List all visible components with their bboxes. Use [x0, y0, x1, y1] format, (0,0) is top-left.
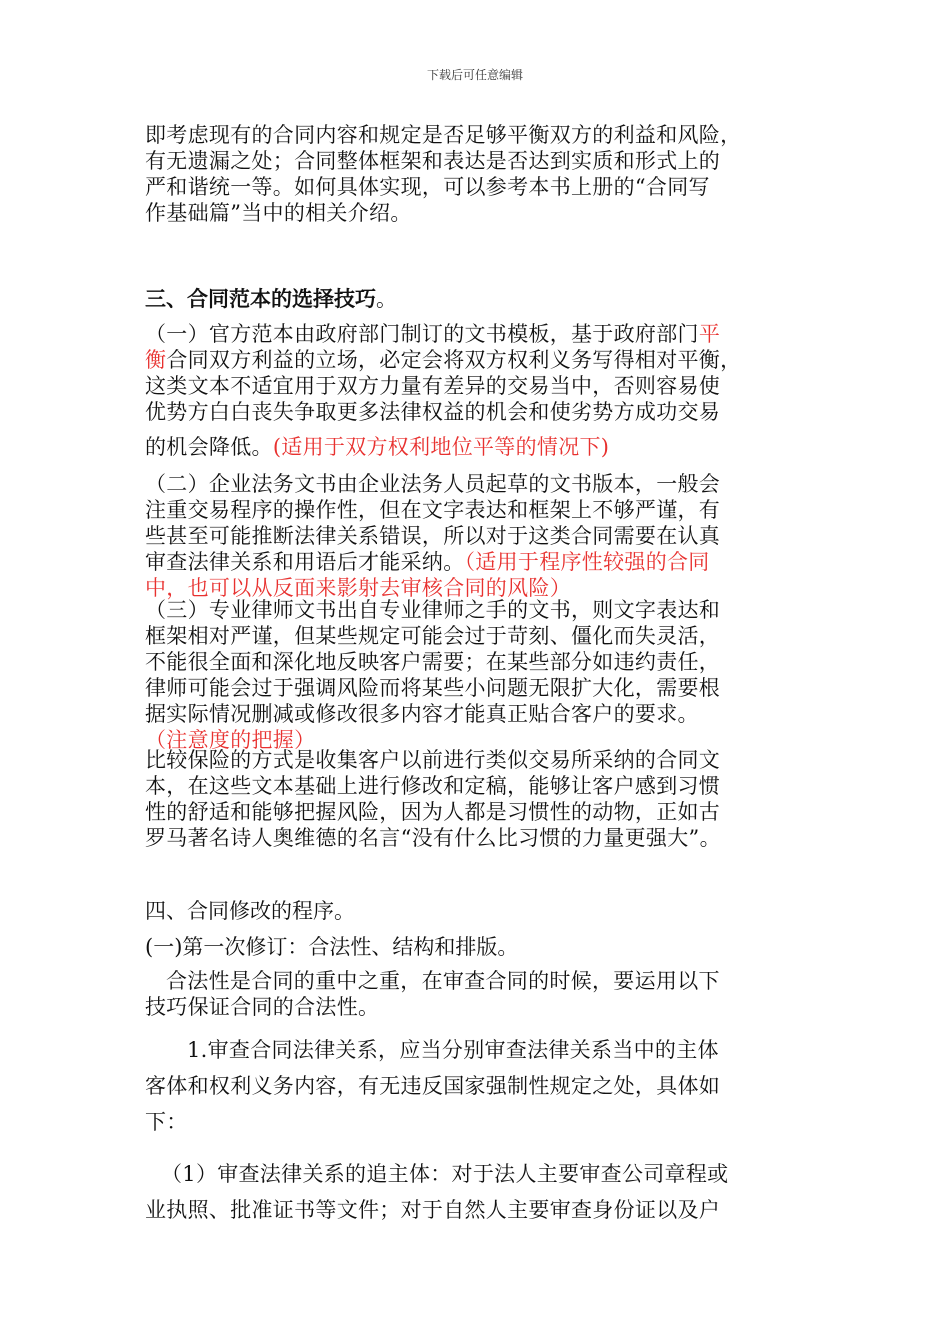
text-line: 下： [145, 1110, 188, 1134]
highlight-text: 平 [698, 322, 721, 346]
text-span: 的机会降低。 [145, 435, 273, 459]
text-line: （三）专业律师文书出自专业律师之手的文书，则文字表达和 [145, 598, 721, 622]
section3-item1-last [145, 434, 810, 460]
section3-item3 [145, 597, 810, 753]
text-line: 据实际情况删减或修改很多内容才能真正贴合客户的要求。 [145, 702, 699, 726]
text-line: 严和谐统一等。如何具体实现，可以参考本书上册的“合同写 [145, 175, 710, 199]
text-line: （1）审查法律关系的追主体：对于法人主要审查公司章程或 [161, 1162, 729, 1186]
text-line: （二）企业法务文书由企业法务人员起草的文书版本，一般会 [145, 472, 721, 496]
text-line: 有无遗漏之处；合同整体框架和表达是否达到实质和形式上的 [145, 149, 721, 173]
text-line: 本，在这些文本基础上进行修改和定稿，能够让客户感到习惯 [145, 774, 721, 798]
text-line: 即考虑现有的合同内容和规定是否足够平衡双方的利益和风险， [145, 123, 742, 147]
text-line: 客体和权利义务内容，有无违反国家强制性规定之处，具体如 [145, 1074, 721, 1098]
text-line: 律师可能会过于强调风险而将某些小问题无限扩大化，需要根 [145, 676, 721, 700]
text-line: 框架相对严谨，但某些规定可能会过于苛刻、僵化而失灵活， [145, 624, 721, 648]
text-line: 作基础篇”当中的相关介绍。 [145, 201, 412, 225]
text-line [145, 434, 810, 460]
highlight-note: （适用于程序性较强的合同 [464, 550, 710, 574]
section4-intro [145, 968, 810, 1020]
text-line: 这类文本不适宜用于双方力量有差异的交易当中，否则容易使 [145, 374, 721, 398]
text-line: 技巧保证合同的合法性。 [145, 995, 380, 1019]
highlight-note: （注意度的把握） [145, 728, 316, 752]
section3-heading [145, 286, 397, 312]
section4-point1-1 [145, 1156, 810, 1228]
intro-paragraph [145, 122, 810, 226]
text-line: 些甚至可能推断法律关系错误，所以对于这类合同需要在认真 [145, 524, 721, 548]
section4-subheading: (一)第一次修订：合法性、结构和排版。 [145, 935, 519, 959]
text-line [145, 549, 810, 575]
section3-title-end: 。 [376, 287, 397, 311]
text-line: 合法性是合同的重中之重，在审查合同的时候，要运用以下 [166, 969, 720, 993]
section4-point1 [145, 1032, 810, 1140]
section4-heading: 四、合同修改的程序。 [145, 899, 355, 923]
text-line: 比较保险的方式是收集客户以前进行类似交易所采纳的合同文 [145, 748, 721, 772]
text-line: 业执照、批准证书等文件；对于自然人主要审查身份证以及户 [145, 1198, 721, 1222]
text-span: 合同双方利益的立场，必定会将双方权利义务写得相对平衡， [166, 348, 742, 372]
text-line: 性的舒适和能够把握风险，因为人都是习惯性的动物，正如古 [145, 800, 721, 824]
text-line: 优势方白白丧失争取更多法律权益的机会和使劣势方成功交易 [145, 400, 721, 424]
section3-item1 [145, 321, 810, 425]
text-line: 罗马著名诗人奥维德的名言“没有什么比习惯的力量更强大”。 [145, 826, 721, 850]
section3-item2 [145, 471, 810, 601]
text-line: 注重交易程序的操作性，但在文字表达和框架上不够严谨，有 [145, 498, 721, 522]
page-header: 下载后可任意编辑 [426, 68, 523, 82]
text-line [145, 347, 810, 373]
text-line: 1.审查合同法律关系，应当分别审查法律关系当中的主体 [187, 1038, 719, 1062]
highlight-text: 衡 [145, 348, 167, 372]
section3-title: 三、合同范本的选择技巧 [145, 286, 376, 311]
text-line: 不能很全面和深化地反映客户需要；在某些部分如违约责任， [145, 650, 721, 674]
section3-closing [145, 747, 810, 851]
text-span: 审查法律关系和用语后才能采纳。 [145, 550, 465, 574]
highlight-note: 中，也可以从反面来影射去审核合同的风险） [145, 576, 571, 600]
highlight-note: (适用于双方权利地位平等的情况下) [272, 435, 610, 459]
text-span: （一）官方范本由政府部门制订的文书模板，基于政府部门 [145, 322, 699, 346]
text-line [145, 321, 810, 347]
